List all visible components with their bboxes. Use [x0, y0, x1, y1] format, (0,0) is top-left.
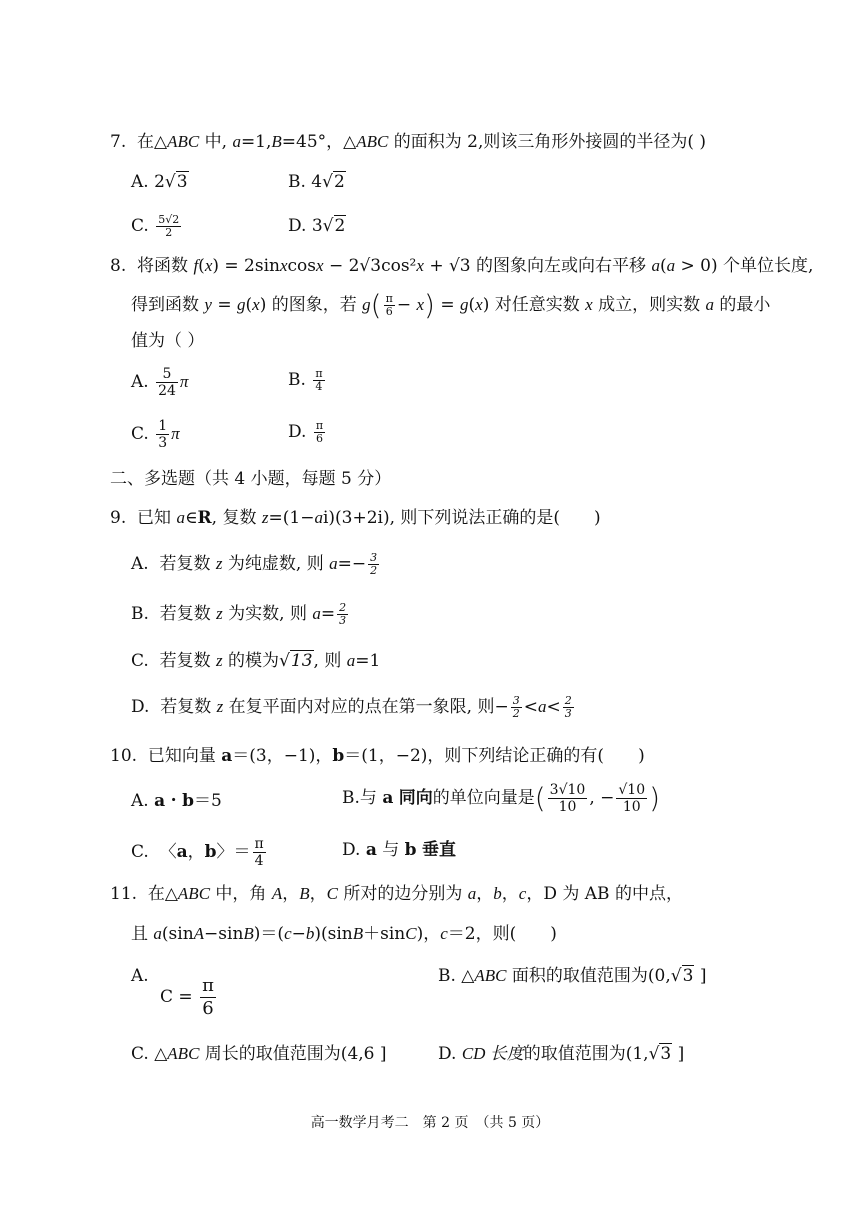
question-10: 10. 已知向量 a＝(3，−1)，b＝(1，−2)，则下列结论正确的有( ) [110, 746, 645, 766]
q7-option-c: C. $\frac{5√2}{2}$ [131, 213, 180, 239]
q7-option-a: A. 2√3 [131, 172, 188, 192]
q10-option-a: A. a・b＝5 [131, 791, 222, 811]
q10-option-d: D. a 与 b 垂直 [342, 840, 456, 860]
q10-option-b: B.与 a 同向的单位向量是( $\frac{3√10}{10}$ , − $\frac{√10}{10}$ ) [342, 781, 661, 815]
q9-option-c: C. 若复数 z 的模为√13, 则 a=1 [131, 651, 381, 671]
question-11-line-1: 11. 在△ABC 中，角 A，B，C 所对的边分别为 a，b，c，D 为 AB 的中点， [110, 884, 683, 904]
question-11-line-2: 且 a(sinA−sinB)＝(c−b)(sinB＋sinC)，c＝2，则( ) [131, 924, 557, 944]
question-9: 9. 已知 a∈R, 复数 z=(1−ai)(3+2i), 则下列说法正确的是( ) [110, 508, 601, 528]
q11-option-c: C. △ABC 周长的取值范围为(4,6 ] [131, 1044, 387, 1064]
q9-option-b: B. 若复数 z 为实数, 则 a= $\frac{2}{3}$ [131, 601, 347, 627]
q7-option-d: D. 3√2 [288, 216, 346, 236]
q9-option-a: A. 若复数 z 为纯虚数, 则 a=− $\frac{3}{2}$ [131, 551, 378, 577]
q11-option-d: D. CD 长度的取值范围为(1,√3 ] [438, 1044, 685, 1064]
q8-option-b: B. $\frac{\pi}{4}$ [288, 367, 323, 393]
q10-option-c: C. 〈a，b〉＝ $\frac{\pi}{4}$ [131, 836, 264, 869]
question-7: 7. 在△ABC 中, a=1,B=45°，△ABC 的面积为 2,则该三角形外接圆的半径为( ) [110, 132, 707, 152]
question-8-line-1: 8. 将函数 f(x) = 2sinxcosx − 2√3cos²x + √3 的图象向左或向右平移 a(a > 0) 个单位长度, [110, 256, 814, 276]
q8-option-c: C. $\frac{1}{3}$ π [131, 418, 180, 451]
q7-option-b: B. 4√2 [288, 172, 345, 192]
q8-option-a: A. $\frac{5}{24}$ π [131, 366, 189, 399]
question-8-line-2: 得到函数 y = g(x) 的图象，若 g( $\frac{\pi}{6}$ − x) = g(x) 对任意实数 x 成立，则实数 a 的最小 [131, 288, 771, 322]
section-heading: 二、多选题（共 4 小题，每题 5 分） [110, 469, 392, 489]
question-8-line-3: 值为（ ） [131, 331, 205, 351]
q11-option-b: B. △ABC 面积的取值范围为(0,√3 ] [438, 966, 707, 986]
page-footer: 高一数学月考二 第 2 页 （共 5 页） [310, 1115, 550, 1131]
q11-option-a: A. [131, 966, 149, 986]
q11-option-a-formula: C = $\frac{\pi}{6}$ [160, 975, 214, 1019]
q9-option-d: D. 若复数 z 在复平面内对应的点在第一象限, 则− $\frac{3}{2}$ <a< $\frac{2}{3}$ [131, 694, 572, 720]
q8-option-d: D. $\frac{\pi}{6}$ [288, 419, 324, 445]
